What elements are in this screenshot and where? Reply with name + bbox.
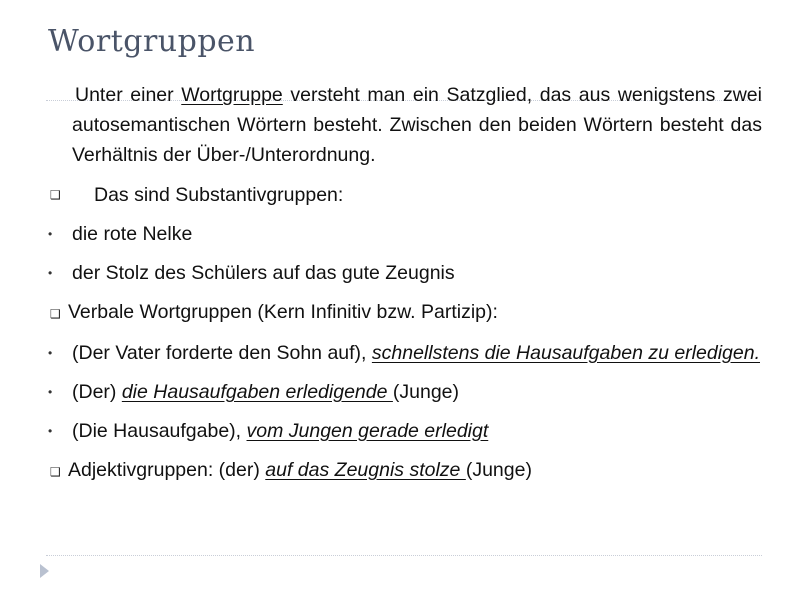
dot-bullet-icon: • — [48, 385, 53, 399]
dot-bullet-icon: • — [48, 227, 53, 241]
list-item-prefix: (Die Hausaufgabe), — [72, 420, 247, 442]
list-item-prefix: (Der Vater forderte den Sohn auf), — [72, 342, 372, 364]
list-item — [46, 377, 762, 407]
list-item-emphasis: vom Jungen gerade erledigt — [246, 420, 489, 442]
intro-rest: versteht man ein Satzglied, das aus wenigstens zwei autosemantischen Wörtern besteht. Zwischen den beiden Wörtern besteht das Verhältnis der Über-/Unterordnung. — [72, 84, 762, 166]
dot-bullet-icon: • — [48, 424, 53, 438]
list-item-text: der Stolz des Schülers auf das gute Zeugnis — [72, 262, 455, 284]
dot-bullet-icon: • — [48, 346, 53, 360]
list-item-prefix: (Der) — [72, 381, 122, 403]
list-item-emphasis: die Hausaufgaben erledigende — [121, 381, 393, 403]
intro-paragraph — [46, 80, 762, 170]
list-item — [46, 258, 762, 288]
list-item — [46, 416, 762, 446]
list-item-suffix: (Junge) — [392, 381, 460, 403]
square-bullet-icon: ❑ — [50, 188, 61, 202]
slide-content — [46, 80, 762, 496]
list-item-text: die rote Nelke — [72, 223, 193, 245]
list-item — [46, 219, 762, 249]
list-item — [46, 297, 762, 329]
list-item — [46, 338, 762, 368]
list-item-suffix: (Junge) — [465, 459, 532, 481]
slide-title: Wortgruppen — [48, 24, 256, 59]
square-bullet-icon: ❑ — [50, 465, 61, 479]
list-item-emphasis: auf das Zeugnis stolze — [265, 459, 466, 481]
dot-bullet-icon: • — [48, 266, 53, 280]
intro-term: Wortgruppe — [181, 84, 283, 106]
intro-prefix: Unter einer — [75, 84, 182, 106]
bottom-dotted-rule — [46, 555, 762, 556]
list-item — [46, 455, 762, 487]
next-arrow-icon[interactable] — [40, 564, 49, 578]
square-bullet-icon: ❑ — [50, 307, 61, 321]
list-item-prefix: Adjektivgruppen: (der) — [68, 459, 266, 481]
list-item-text: Das sind Substantivgruppen: — [94, 184, 344, 206]
list-item — [46, 180, 762, 210]
list-item-text: Verbale Wortgruppen (Kern Infinitiv bzw. Partizip): — [68, 301, 498, 323]
list-item-emphasis: schnellstens die Hausaufgaben zu erledigen. — [371, 342, 760, 364]
